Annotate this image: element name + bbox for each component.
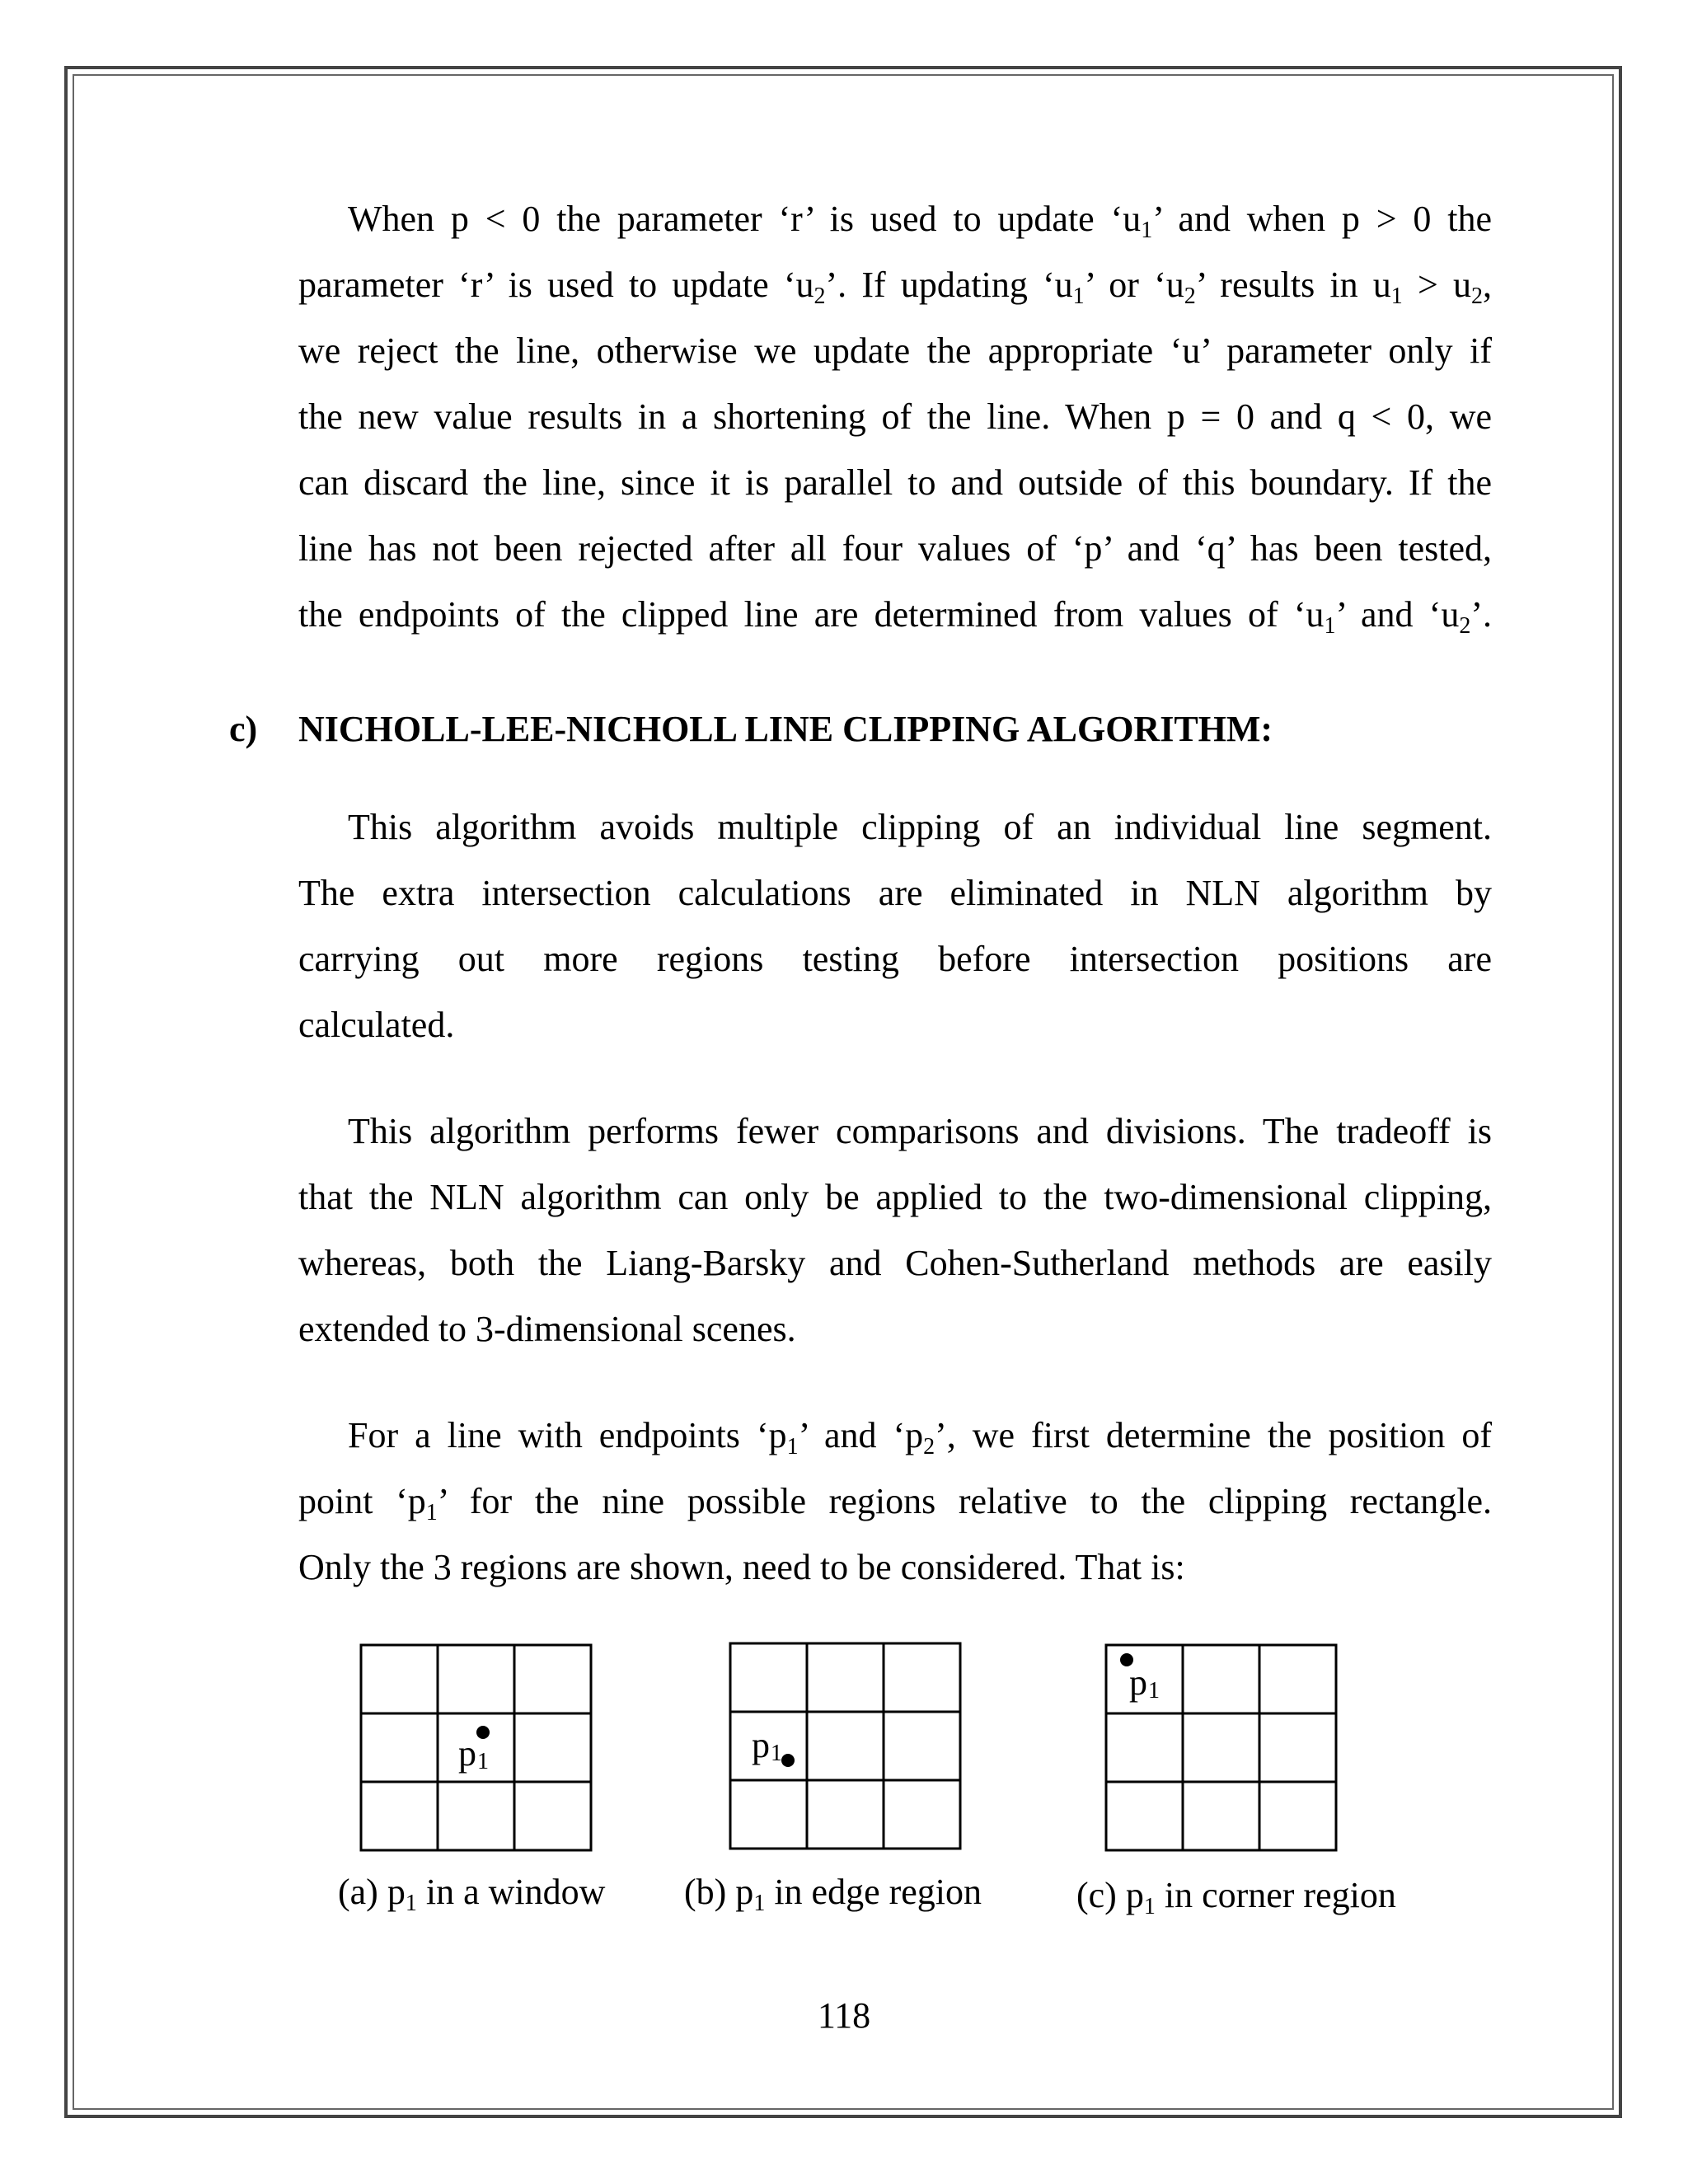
paragraph-3-line-3: whereas, both the Liang-Barsky and Cohen-Sutherland methods are easily <box>298 1243 1492 1283</box>
paragraph-1-line-1: When p < 0 the parameter ‘r’ is used to update ‘$u_1$’ and when p > 0 the <box>348 199 1492 243</box>
paragraph-4-line-3: Only the 3 regions are shown, need to be considered. That is: <box>298 1547 1185 1587</box>
paragraph-4-line-1: For a line with endpoints ‘$p_1$’ and ‘$p_2$’, we first determine the position of <box>348 1415 1492 1460</box>
svg-text:p: p <box>458 1733 476 1774</box>
paragraph-1-line-6: line has not been rejected after all four values of ‘p’ and ‘q’ has been tested, <box>298 528 1492 569</box>
paragraph-1-line-5: can discard the line, since it is parallel to and outside of this boundary. If the <box>298 462 1492 503</box>
paragraph-2-line-1: This algorithm avoids multiple clipping of an individual line segment. <box>348 807 1492 847</box>
grid-c <box>1104 1643 1339 1853</box>
paragraph-2-line-3: carrying out more regions testing before intersection positions are <box>298 939 1492 979</box>
svg-text:1: 1 <box>1148 1678 1160 1704</box>
svg-text:p: p <box>752 1725 770 1765</box>
paragraph-1-line-7: the endpoints of the clipped line are determined from values of ‘$u_1$’ and ‘$u_2$’. <box>298 594 1492 639</box>
paragraph-1-line-3: we reject the line, otherwise we update the appropriate ‘u’ parameter only if <box>298 330 1492 371</box>
section-label: c) <box>229 709 258 749</box>
figure-b-edge <box>729 1642 963 1851</box>
caption-c: (c) $p_1$ in corner region <box>1076 1875 1396 1919</box>
paragraph-1 <box>298 186 1492 648</box>
figure-a-window <box>359 1643 593 1853</box>
svg-text:1: 1 <box>771 1741 782 1766</box>
paragraph-4-line-2: point ‘$p_1$’ for the nine possible regions relative to the clipping rectangle. <box>298 1481 1492 1526</box>
paragraph-1-line-4: the new value results in a shortening of the line. When p = 0 and q < 0, we <box>298 396 1492 437</box>
paragraph-3-line-2: that the NLN algorithm can only be applied to the two-dimensional clipping, <box>298 1177 1492 1217</box>
figure-c-corner <box>1104 1643 1339 1853</box>
svg-text:p: p <box>1129 1662 1147 1703</box>
paragraph-4 <box>298 1403 1492 1601</box>
paragraph-1-line-2: parameter ‘r’ is used to update ‘$u_2$’. If updating ‘$u_1$’ or ‘$u_2$’ results in $u_1 > u_2$, <box>298 265 1492 309</box>
caption-a: (a) $p_1$ in a window <box>338 1872 606 1916</box>
grid-a <box>359 1643 593 1853</box>
paragraph-2-line-4: calculated. <box>298 1005 455 1045</box>
paragraph-2-line-2: The extra intersection calculations are eliminated in NLN algorithm by <box>298 873 1492 913</box>
grid-b <box>729 1642 963 1851</box>
paragraph-3-line-4: extended to 3-dimensional scenes. <box>298 1309 796 1349</box>
caption-b: (b) $p_1$ in edge region <box>684 1872 982 1916</box>
point-p1-dot <box>781 1754 795 1767</box>
section-heading <box>229 705 1273 754</box>
section-title: NICHOLL-LEE-NICHOLL LINE CLIPPING ALGORITHM: <box>298 709 1273 749</box>
paragraph-3-line-1: This algorithm performs fewer comparisons and divisions. The tradeoff is <box>348 1111 1492 1151</box>
paragraph-2 <box>298 794 1492 1058</box>
point-p1-dot <box>476 1726 490 1739</box>
page-number: 118 <box>817 1995 871 2036</box>
svg-text:1: 1 <box>477 1749 489 1774</box>
paragraph-3 <box>298 1099 1492 1362</box>
